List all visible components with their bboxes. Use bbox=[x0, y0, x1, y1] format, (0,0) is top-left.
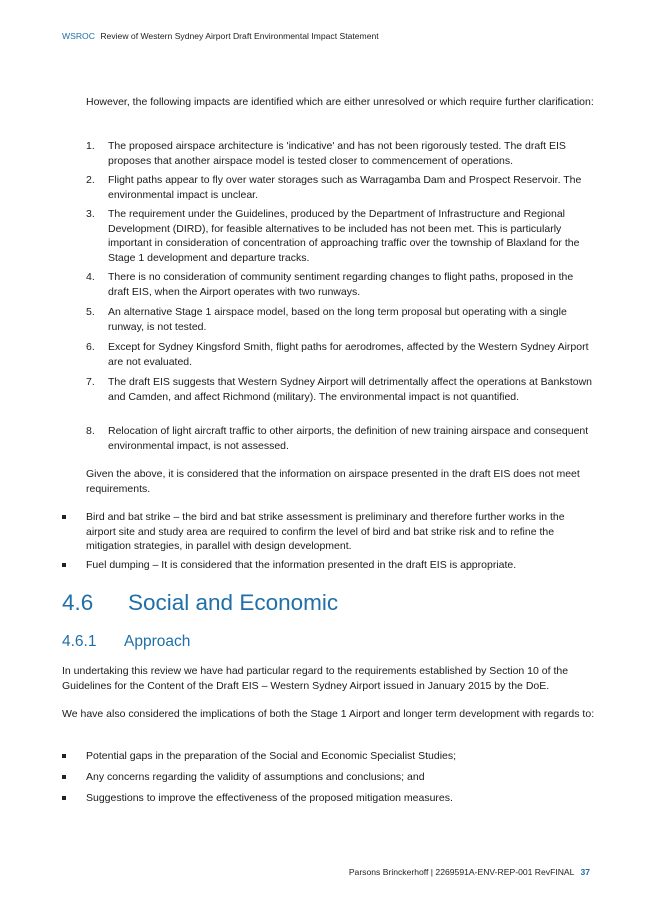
intro-paragraph: However, the following impacts are identified which are either unresolved or which require further clarification: bbox=[86, 96, 594, 108]
bullet-text: Fuel dumping – It is considered that the information presented in the draft EIS is appropriate. bbox=[86, 559, 517, 571]
list-number: 1. bbox=[86, 140, 95, 152]
list-text: The requirement under the Guidelines, produced by the Department of Infrastructure and Regional Development (DIRD), for feasible alternatives to be included has not been met. This is particularly important in consideration of concentration of approaching traffic over the township of Blaxland for the Stage 1 development and departure tracks. bbox=[108, 208, 580, 264]
bullet-text: Bird and bat strike – the bird and bat strike assessment is preliminary and therefore further works in the airport site and study area are required to confirm the level of bird and bat strike risk and to refine the mitigation strategies, in parallel with design development. bbox=[86, 511, 565, 552]
list-number: 5. bbox=[86, 306, 95, 318]
list-number: 3. bbox=[86, 208, 95, 220]
page-header bbox=[62, 31, 379, 41]
approach-paragraph-1: In undertaking this review we have had particular regard to the requirements established by Section 10 of the Guidelines for the Content of the Draft EIS – Western Sydney Airport issued in January 2015 by the DoE. bbox=[62, 665, 569, 692]
list-text: Relocation of light aircraft traffic to other airports, the definition of new training airspace and consequent environmental impact, is not assessed. bbox=[108, 425, 589, 452]
list-text: The proposed airspace architecture is 'indicative' and has not been rigorously tested. The draft EIS proposes that another airspace model is tested closer to commencement of operations. bbox=[108, 140, 566, 167]
list-text: Flight paths appear to fly over water storages such as Warragamba Dam and Prospect Reservoir. The environmental impact is unclear. bbox=[108, 174, 582, 201]
list-number: 4. bbox=[86, 271, 95, 283]
list-number: 2. bbox=[86, 174, 95, 186]
list-text: The draft EIS suggests that Western Sydney Airport will detrimentally affect the operations at Bankstown and Camden, and affect Richmond (military). The environmental impact is not quantified. bbox=[108, 376, 593, 403]
section-title: Social and Economic bbox=[128, 590, 339, 615]
bullet-marker bbox=[62, 515, 66, 519]
subsection-title: Approach bbox=[124, 633, 191, 650]
conclusion-paragraph: Given the above, it is considered that the information on airspace presented in the draft EIS does not meet requirements. bbox=[86, 468, 580, 495]
list-text: An alternative Stage 1 airspace model, based on the long term proposal but operating with a single runway, is not tested. bbox=[108, 306, 567, 333]
list-text: There is no consideration of community sentiment regarding changes to flight paths, proposed in the draft EIS, when the Airport operates with two runways. bbox=[108, 271, 574, 298]
bullet-text: Any concerns regarding the validity of assumptions and conclusions; and bbox=[86, 771, 425, 783]
header-title: Review of Western Sydney Airport Draft Environmental Impact Statement bbox=[100, 31, 379, 41]
list-number: 8. bbox=[86, 425, 95, 437]
header-org: WSROC bbox=[62, 31, 95, 41]
list-text: Except for Sydney Kingsford Smith, flight paths for aerodromes, affected by the Western Sydney Airport are not evaluated. bbox=[108, 341, 589, 368]
list-number: 6. bbox=[86, 341, 95, 353]
page-footer bbox=[349, 867, 590, 877]
section-number: 4.6 bbox=[62, 590, 94, 615]
footer-text: Parsons Brinckerhoff | 2269591A-ENV-REP-001 RevFINAL bbox=[348, 867, 575, 877]
subsection-heading bbox=[62, 632, 190, 652]
bullet-marker bbox=[62, 775, 66, 779]
bullet-marker bbox=[62, 563, 66, 567]
approach-paragraph-2: We have also considered the implications of both the Stage 1 Airport and longer term development with regards to: bbox=[62, 708, 595, 720]
bullet-marker bbox=[62, 796, 66, 800]
bullet-text: Suggestions to improve the effectiveness of the proposed mitigation measures. bbox=[86, 792, 453, 804]
bullet-text: Potential gaps in the preparation of the Social and Economic Specialist Studies; bbox=[86, 750, 457, 762]
subsection-number: 4.6.1 bbox=[62, 633, 97, 650]
bullet-marker bbox=[62, 754, 66, 758]
list-number: 7. bbox=[86, 376, 95, 388]
section-heading bbox=[62, 589, 338, 617]
page-number: 37 bbox=[580, 867, 590, 877]
